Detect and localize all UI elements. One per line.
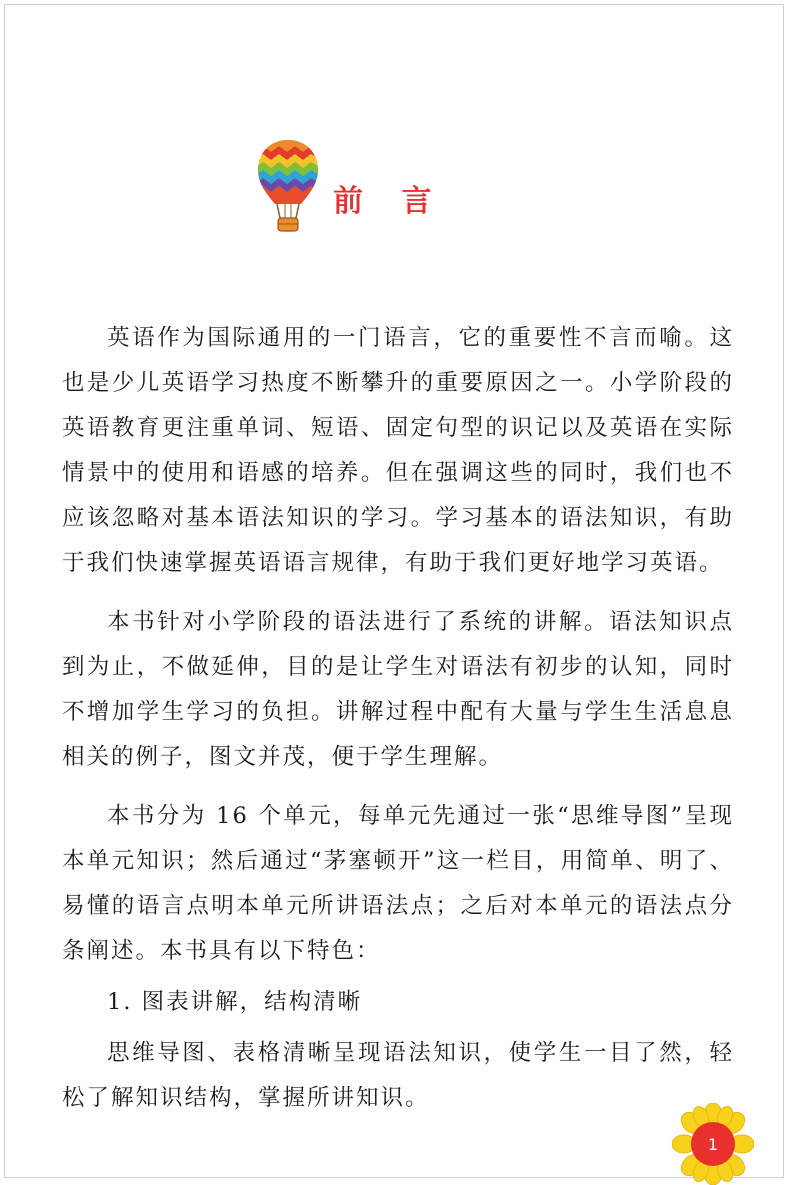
feature-text: 思维导图、表格清晰呈现语法知识，使学生一目了然，轻松了解知识结构，掌握所讲知识。 <box>62 1040 734 1111</box>
hot-air-balloon-icon <box>255 138 321 236</box>
feature-heading: 1. 图表讲解，结构清晰 <box>107 989 363 1015</box>
paragraph-2: 本书针对小学阶段的语法进行了系统的讲解。语法知识点到为止，不做延伸，目的是让学生对语法有初步的认知，同时不增加学生学习的负担。讲解过程中配有大量与学生生活息息相关的例子，图文并茂，便于学生理解。 <box>62 609 734 770</box>
preface-body <box>62 316 734 1135</box>
paragraph-3: 本书分为 16 个单元，每单元先通过一张“思维导图”呈现本单元知识；然后通过“茅塞顿开”这一栏目，用简单、明了、易懂的语言点明本单元所讲语法点；之后对本单元的语法点分条阐述。本书具有以下特色： <box>62 803 734 964</box>
page-title: 前 言 <box>333 184 446 219</box>
page-number: 1 <box>707 1134 719 1154</box>
paragraph-1: 英语作为国际通用的一门语言，它的重要性不言而喻。这也是少儿英语学习热度不断攀升的重要原因之一。小学阶段的英语教育更注重单词、短语、固定句型的识记以及英语在实际情景中的使用和语感的培养。但在强调这些的同时，我们也不应该忽略对基本语法知识的学习。学习基本的语法知识，有助于我们快速掌握英语语言规律，有助于我们更好地学习英语。 <box>62 325 734 576</box>
page-number-badge <box>672 1103 754 1185</box>
preface-header <box>255 138 445 236</box>
